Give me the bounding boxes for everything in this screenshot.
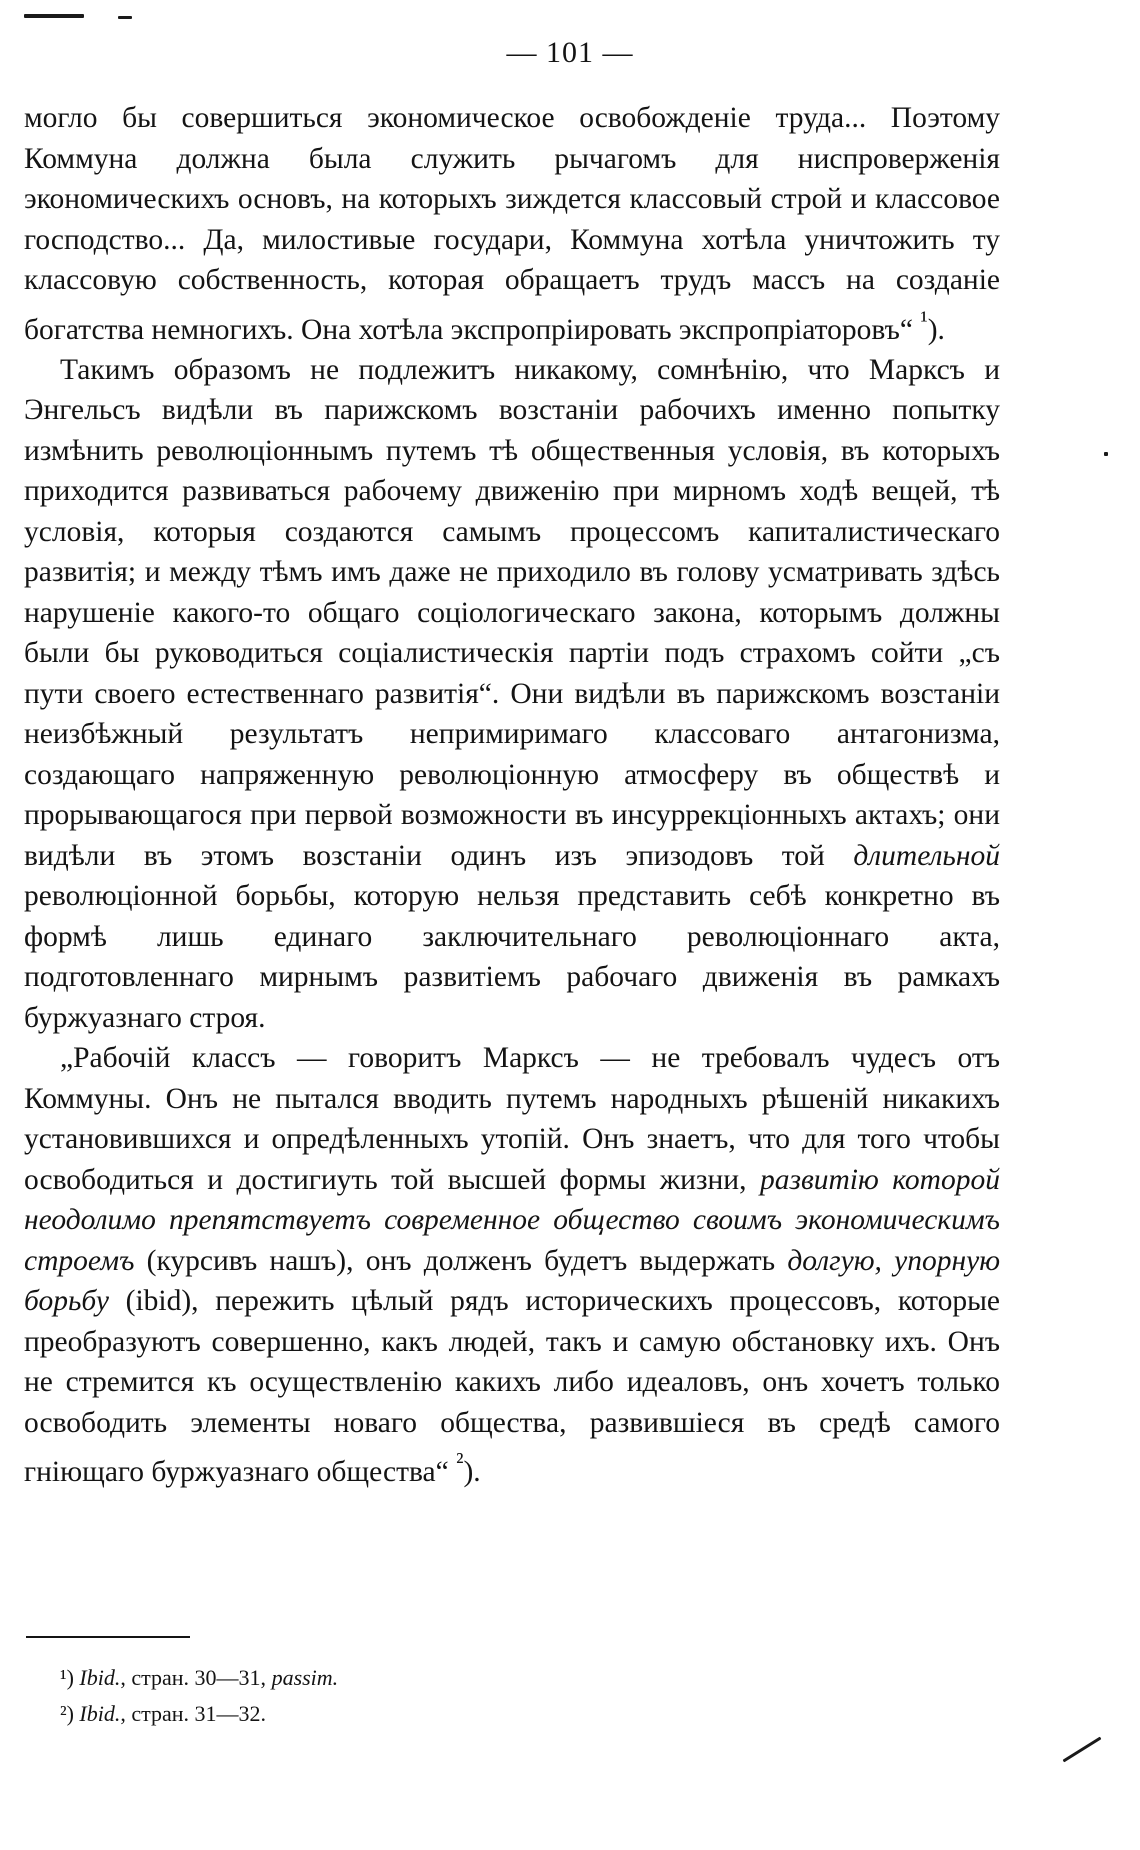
footnote-note: passim. — [271, 1665, 339, 1690]
footnote-marker: ²) — [60, 1701, 74, 1726]
footnote-2 — [60, 1696, 960, 1732]
footnote-source: Ibid. — [79, 1701, 121, 1726]
paragraph-2 — [24, 350, 1000, 1039]
paragraph-run: Такимъ образомъ не подлежитъ никакому, сомнѣнію, что Марксъ и Энгельсъ видѣли въ парижскомъ возстаніи рабочихъ именно попытку измѣнить революціоннымъ путемъ тѣ общественныя условія, въ которыхъ приходится развиваться рабочему движенію при мирномъ ходѣ вещей, тѣ условія, которыя создаются самымъ процессомъ капиталистическаго развитія; и между тѣмъ имъ даже не приходило въ голову усматривать здѣсь нарушеніе какого-то общаго соціологическаго закона, которымъ должны были бы руководиться соціалистическія партіи подъ страхомъ сойти „съ пути своего естественнаго развитія“. Они видѣли въ парижскомъ возстаніи неизбѣжный результатъ непримиримаго классоваго антагонизма, создающаго напряженную революціонную атмосферу въ обществѣ и прорывающагося при первой возможности въ инсуррекціонныхъ актахъ; они видѣли въ этомъ возстаніи одинъ изъ эпизодовъ той — [24, 353, 1000, 872]
footnote-pages: , стран. 31—32. — [120, 1701, 267, 1726]
paragraph-run: революціонной борьбы, которую нельзя представить себѣ конкретно въ формѣ лишь единаго заключительнаго революціоннаго акта, подготовленнаго мирнымъ развитіемъ рабочаго движенія въ рамкахъ буржуазнаго строя. — [24, 880, 1000, 1034]
footnote-source: Ibid. — [79, 1665, 121, 1690]
footnote-1 — [60, 1660, 960, 1696]
italic-emphasis: длительной — [853, 839, 1000, 872]
main-text — [24, 98, 1000, 1493]
paragraph-run: „Рабочій классъ — говоритъ Марксъ — не требовалъ чудесъ отъ Коммуны. Онъ не пытался вводить путемъ народныхъ рѣшеній никакихъ установившихся и опредѣленныхъ утопій. Онъ знаетъ, что для того чтобы освободиться и достигиуть той высшей формы жизни, — [24, 1042, 1000, 1196]
paragraph-3-quote — [24, 1038, 1000, 1492]
paragraph-run: (курсивъ нашъ), онъ долженъ будетъ выдержать — [134, 1244, 788, 1277]
paragraph-run: (ibid), пережить цѣлый рядъ историческихъ процессовъ, которые преобразуютъ совершенно, какъ людей, такъ и самую обстановку ихъ. Онъ не стремится къ осуществленію какихъ либо идеаловъ, онъ хочетъ только освободить элементы новаго общества, развившіеся въ средѣ самого гніющаго буржуазнаго общества“ — [24, 1285, 1000, 1489]
scan-artifact — [118, 16, 132, 19]
italic-emphasis: развитію которой неодолимо препятствуетъ современное общество своимъ экономическимъ строемъ — [24, 1163, 1000, 1277]
footnote-divider — [26, 1636, 190, 1638]
page-number: — 101 — — [506, 36, 634, 69]
paragraph-run: могло бы совершиться экономическое освобожденіе труда... Поэтому Коммуна должна была служить рычагомъ для ниспроверженія экономическихъ основъ, на которыхъ зиждется классовый строй и классовое господство... Да, милостивые государи, Коммуна хотѣла уничтожить ту классовую собственность, которая обращаетъ трудъ массъ на созданіе богатства немногихъ. Она хотѣла экспропріировать экспропріаторовъ“ — [24, 102, 1000, 346]
footnote-ref-2: ² — [456, 1449, 464, 1477]
footnote-ref-1: ¹ — [920, 306, 928, 334]
paragraph-run: ). — [463, 1456, 481, 1489]
scan-artifact — [1063, 1737, 1102, 1763]
footnote-marker: ¹) — [60, 1665, 74, 1690]
scan-artifact — [1104, 452, 1108, 456]
footnote-pages: , стран. 30—31, — [120, 1665, 272, 1690]
scan-artifact — [24, 14, 84, 18]
footnotes — [60, 1660, 960, 1732]
paragraph-run: ). — [927, 313, 945, 346]
paragraph-1 — [24, 98, 1000, 350]
italic-emphasis: долгую, упорную борьбу — [24, 1244, 1000, 1318]
